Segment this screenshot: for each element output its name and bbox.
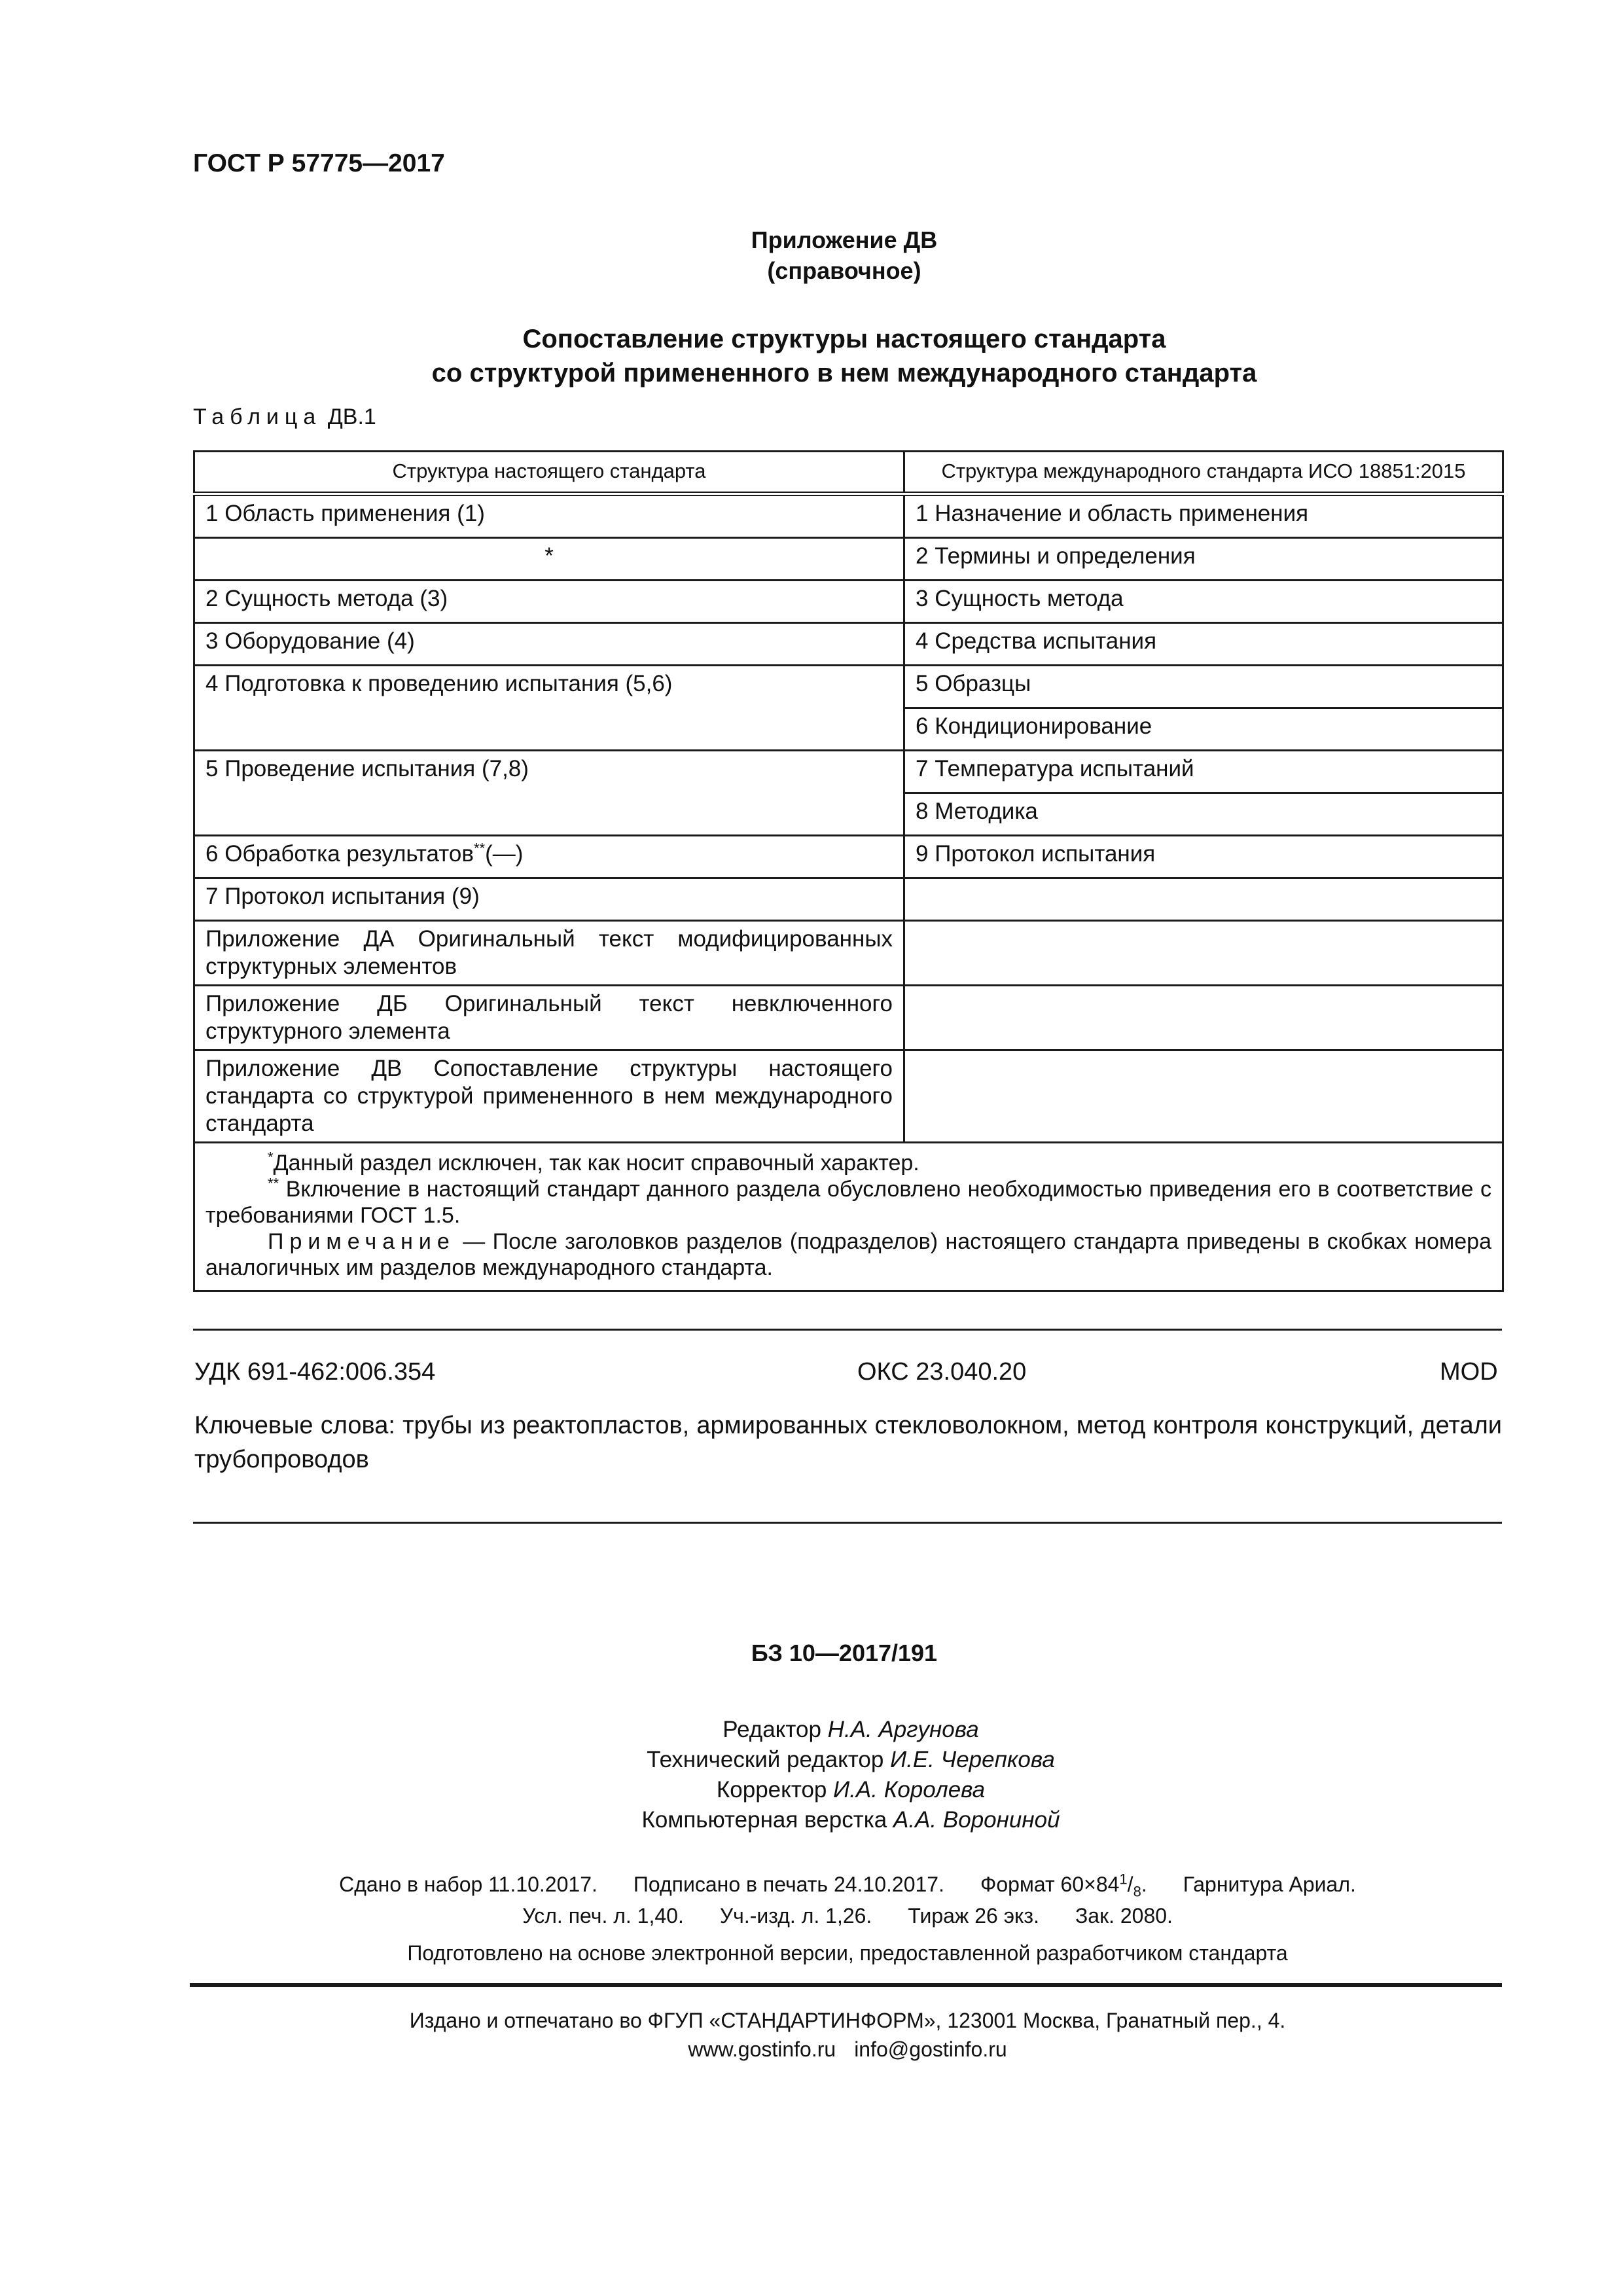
table-row <box>194 623 1503 666</box>
note-label: Примечание <box>268 1229 455 1254</box>
appendix-heading <box>0 322 1623 390</box>
table-cell <box>904 986 1503 1050</box>
staff-role: Компьютерная верстка <box>641 1807 887 1833</box>
table-cell: * <box>194 538 904 581</box>
divider-imprint <box>190 1983 1502 1987</box>
publisher-address: Издано и отпечатано во ФГУП «СТАНДАРТИНФОРМ», 123001 Москва, Гранатный пер., 4. <box>409 2009 1286 2032</box>
footnote-1-mark: * <box>268 1149 274 1166</box>
typeface: Гарнитура Ариал. <box>1183 1873 1356 1896</box>
table-row <box>194 751 1503 793</box>
table-row <box>194 1050 1503 1143</box>
table-row <box>194 836 1503 878</box>
table-cell: 3 Оборудование (4) <box>194 623 904 666</box>
appendix-heading-line-2: со структурой примененного в нем международного стандарта <box>431 359 1257 387</box>
staff-name: Н.А. Аргунова <box>827 1717 979 1742</box>
table-cell: 1 Область применения (1) <box>194 494 904 538</box>
appendix-subtitle: (справочное) <box>767 257 921 284</box>
divider-top <box>193 1329 1502 1331</box>
table-cell: 1 Назначение и область применения <box>904 494 1503 538</box>
table-cell: Приложение ДБ Оригинальный текст невключенного структурного элемента <box>194 986 904 1050</box>
table-notes <box>194 1143 1503 1291</box>
table-label-number: ДВ.1 <box>327 404 376 429</box>
divider-bottom <box>193 1522 1502 1524</box>
keywords: Ключевые слова: трубы из реактопластов, армированных стекловолокном, метод контроля конструкций, детали трубопроводов <box>194 1412 1502 1473</box>
submitted-date: Сдано в набор 11.10.2017. <box>339 1873 597 1896</box>
publisher-info <box>0 2006 1623 2064</box>
footnote-1-text: Данный раздел исключен, так как носит справочный характер. <box>273 1151 919 1175</box>
signed-date: Подписано в печать 24.10.2017. <box>633 1873 944 1896</box>
table-cell: 5 Проведение испытания (7,8) <box>194 751 904 836</box>
note-text: — После заголовков разделов (подразделов) настоящего стандарта приведены в скобках номера аналогичных им разделов международного стандарта. <box>205 1229 1491 1280</box>
table-notes-row <box>194 1143 1503 1291</box>
table-cell: 5 Образцы <box>904 666 1503 708</box>
staff-name: И.Е. Черепкова <box>890 1747 1055 1772</box>
staff-role: Редактор <box>722 1717 821 1742</box>
table-cell: 9 Протокол испытания <box>904 836 1503 878</box>
table-cell: 6 Кондиционирование <box>904 708 1503 751</box>
footnote-mark: ** <box>473 840 486 857</box>
staff-role: Технический редактор <box>647 1747 884 1772</box>
table-row <box>194 666 1503 708</box>
staff-role: Корректор <box>716 1777 827 1803</box>
footnote-2-text: Включение в настоящий стандарт данного раздела обусловлено необходимостью приведения его в соответствие с требованиями ГОСТ 1.5. <box>205 1177 1491 1228</box>
table-cell: 7 Температура испытаний <box>904 751 1503 793</box>
footnote-2-mark: ** <box>268 1175 279 1192</box>
bz-number: БЗ 10—2017/191 <box>751 1640 938 1666</box>
table-cell: 4 Подготовка к проведению испытания (5,6) <box>194 666 904 751</box>
udk-code: УДК 691-462:006.354 <box>194 1358 436 1386</box>
publisher-sheets: Уч.-изд. л. 1,26. <box>719 1904 872 1928</box>
email-link[interactable]: info@gostinfo.ru <box>854 2037 1007 2061</box>
table-cell <box>194 836 904 878</box>
table-cell <box>904 921 1503 986</box>
table-row <box>194 878 1503 921</box>
footnote-2 <box>205 1176 1491 1229</box>
cell-suffix: (—) <box>485 841 524 867</box>
staff-name: А.А. Ворониной <box>893 1807 1060 1833</box>
print-sheets: Усл. печ. л. 1,40. <box>522 1904 684 1928</box>
table-row <box>194 986 1503 1050</box>
table-row <box>194 921 1503 986</box>
appendix-heading-line-1: Сопоставление структуры настоящего стандарта <box>522 325 1166 353</box>
mod-label: MOD <box>1440 1358 1498 1386</box>
staff-line <box>0 1805 1623 1835</box>
print-run: Тираж 26 экз. <box>908 1904 1039 1928</box>
order-number: Зак. 2080. <box>1075 1904 1173 1928</box>
print-details-line-2 <box>0 1900 1623 1931</box>
comparison-table <box>193 450 1504 1292</box>
column-header-international: Структура международного стандарта ИСО 18851:2015 <box>904 452 1503 494</box>
staff-line <box>0 1775 1623 1805</box>
column-header-national: Структура настоящего стандарта <box>194 452 904 494</box>
website-link[interactable]: www.gostinfo.ru <box>688 2037 836 2061</box>
table-cell <box>904 1050 1503 1143</box>
document-code: ГОСТ Р 57775—2017 <box>193 149 445 177</box>
publisher-contacts <box>0 2035 1623 2064</box>
table-cell: Приложение ДА Оригинальный текст модифицированных структурных элементов <box>194 921 904 986</box>
oks-code: ОКС 23.040.20 <box>857 1358 1027 1386</box>
table-cell: 4 Средства испытания <box>904 623 1503 666</box>
table-cell: 2 Термины и определения <box>904 538 1503 581</box>
table-cell: Приложение ДВ Сопоставление структуры настоящего стандарта со структурой примененного в нем международного стандарта <box>194 1050 904 1143</box>
prepared-note: Подготовлено на основе электронной версии, предоставленной разработчиком стандарта <box>407 1941 1288 1965</box>
table-cell: 7 Протокол испытания (9) <box>194 878 904 921</box>
table-cell: 2 Сущность метода (3) <box>194 581 904 623</box>
table-cell: 3 Сущность метода <box>904 581 1503 623</box>
table-row <box>194 494 1503 538</box>
table-row <box>194 538 1503 581</box>
cell-text: 6 Обработка результатов <box>205 841 474 867</box>
appendix-title: Приложение ДВ <box>751 226 938 253</box>
table-header-row <box>194 452 1503 494</box>
table-cell: 8 Методика <box>904 793 1503 836</box>
staff-name: И.А. Королева <box>833 1777 986 1803</box>
table-note <box>205 1229 1491 1281</box>
staff-line <box>0 1715 1623 1745</box>
table-label-prefix: Таблица <box>193 404 322 429</box>
table-row <box>194 581 1503 623</box>
staff-credits <box>0 1715 1623 1835</box>
format: Формат $60\times 84^1/_8$. <box>980 1871 1147 1900</box>
table-label <box>193 404 376 430</box>
footnote-1 <box>205 1150 1491 1176</box>
staff-line <box>0 1745 1623 1775</box>
table-cell <box>904 878 1503 921</box>
